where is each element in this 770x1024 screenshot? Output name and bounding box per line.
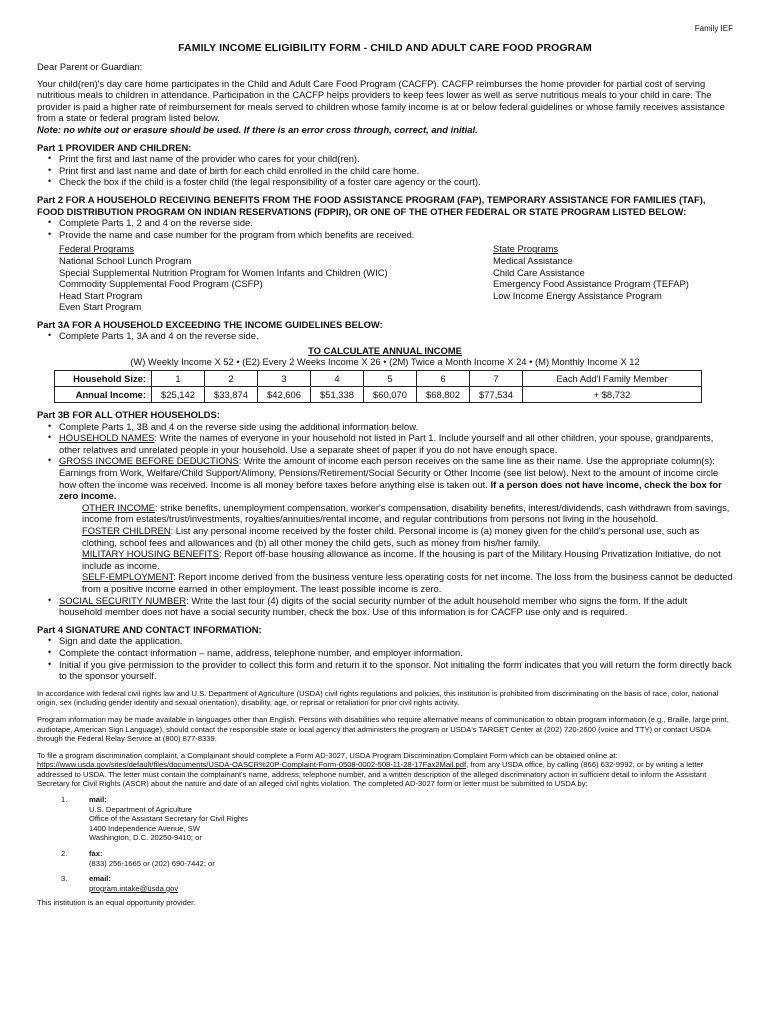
table-cell: 2 (205, 371, 258, 387)
household-size-label: Household Size: (55, 371, 152, 387)
program-item: Commodity Supplemental Food Program (CSFP) (59, 278, 263, 290)
form-instructions-page (37, 22, 733, 908)
contact-number: 3. (61, 874, 68, 884)
list-item: • Complete Parts 1, 3B and 4 on the reverse side using the additional information below. (59, 421, 733, 433)
program-item: National School Lunch Program (59, 254, 192, 266)
foster-children-def (82, 525, 733, 548)
table-cell: $25,142 (152, 387, 205, 403)
contact-mail (37, 795, 733, 843)
part2-heading: Part 2 FOR A HOUSEHOLD RECEIVING BENEFITS FROM THE FOOD ASSISTANCE PROGRAM (FAP), TEMPORARY ASSISTANCE FOR FAMILIES (TAF), FOOD DISTRIBUTION PROGRAM ON INDIAN RESERVATIONS (FDPIR), OR ONE OF THE OTHER FEDERAL OR STATE PROGRAM LISTED BELOW: (37, 193, 706, 217)
page-title: FAMILY INCOME ELIGIBILITY FORM - CHILD AND ADULT CARE FOOD PROGRAM (178, 42, 592, 54)
table-cell: 3 (258, 371, 311, 387)
calc-heading: TO CALCULATE ANNUAL INCOME (308, 345, 462, 357)
contact-number: 1. (61, 795, 68, 805)
contact-line: Office of the Assistant Secretary for Civil Rights (89, 814, 248, 824)
program-item: Even Start Program (59, 301, 142, 313)
ssn-label: SOCIAL SECURITY NUMBER (59, 594, 187, 606)
military-housing-def (82, 548, 733, 571)
self-employment-label: SELF-EMPLOYMENT (82, 571, 174, 583)
table-cell: $33,874 (205, 387, 258, 403)
list-item: • Provide the name and case number for the program from which benefits are received. (59, 229, 733, 241)
military-housing-text: : Report off-base housing allowance as income. If the housing is part of the Military Housing Privatization Initiative, do not include as income. (82, 548, 721, 571)
gross-income-text: : Write the amount of income each person receives on the same line as their name. Use the appropriate column(s): Earnings from Work, Welfare/Child Support/Alimony, Pensions/Retirement/Social Security or Other Income (see list below). Next to the amount of income circle how often the income was received. Income is all money before taxes before anything else is taken out. (59, 455, 719, 490)
table-row (55, 387, 702, 403)
list-item: • Complete the contact information – name, address, telephone number, and employer information. (59, 647, 733, 659)
income-definitions (37, 502, 733, 595)
federal-programs (59, 243, 388, 313)
household-names-label: HOUSEHOLD NAMES (59, 432, 155, 444)
list-item: • Complete Parts 1, 2 and 4 on the reverse side. (59, 217, 733, 229)
table-cell: $51,338 (311, 387, 364, 403)
program-item: Special Supplemental Nutrition Program for Women Infants and Children (WIC) (59, 266, 388, 278)
part3b-ssn-list (37, 595, 733, 618)
list-item: • Initial if you give permission to the provider to collect this form and return it to the sponsor. Not initialing the form indicates that you will return the form directly back to the sponsor yourself. (59, 659, 733, 682)
table-cell: $77,534 (470, 387, 523, 403)
part2-list (37, 217, 733, 240)
part3b-heading: Part 3B FOR ALL OTHER HOUSEHOLDS: (37, 409, 220, 421)
list-item (59, 432, 733, 455)
table-cell: Each Add'l Family Member (523, 371, 702, 387)
gross-income-label: GROSS INCOME BEFORE DEDUCTIONS (59, 455, 239, 467)
household-names-text: : Write the names of everyone in your household not listed in Part 1. Include yourself and all other children, your spouse, grandparents, other relatives and unrelated people in your household. Use a separate sheet of paper if you do not have enough space. (59, 432, 714, 455)
salutation: Dear Parent or Guardian: (37, 61, 143, 72)
list-item: • Print the first and last name of the provider who cares for your child(ren). (59, 153, 733, 165)
nondiscrimination-para-2: Program information may be made available in languages other than English. Persons with disabilities who require alternative means of communication to obtain program information (e.g., Braille, large print, audiotape, American Sign Language), should contact the responsible state or local agency that administers the program or USDA's TARGET Center at (202) 720-2600 (voice and TTY) or contact USDA through the Federal Relay Service at (800) 877-8339. (37, 714, 729, 744)
list-item (59, 455, 733, 501)
program-item: Head Start Program (59, 289, 143, 301)
other-income-def (82, 502, 733, 525)
income-guidelines-table (54, 370, 702, 403)
list-item: • Complete Parts 1, 3A and 4 on the reverse side. (59, 330, 733, 342)
state-programs-heading: State Programs (493, 243, 559, 255)
table-cell: 7 (470, 371, 523, 387)
part3a-heading: Part 3A FOR A HOUSEHOLD EXCEEDING THE INCOME GUIDELINES BELOW: (37, 318, 383, 330)
note-text: Note: no white out or erasure should be used. If there is an error cross through, correct, and initial. (37, 123, 478, 135)
table-cell: 1 (152, 371, 205, 387)
contact-line: Washington, D.C. 20250-9410; or (89, 833, 202, 843)
part3a-list (37, 330, 733, 342)
program-item: Child Care Assistance (493, 266, 585, 278)
ssn-text: : Write the last four (4) digits of the social security number of the adult household member who signs the form. If the adult household member does not have a social security number, check the box. Use of this information is for CACFP use only and is required. (59, 594, 688, 618)
form-code: Family IEF (694, 24, 733, 33)
program-item: Low Income Energy Assistance Program (493, 289, 662, 301)
foster-children-text: : List any personal income received by the foster child. Personal income is (a) money given for the child's personal use, such as clothing, school fees and allowances and (b) all other money the child gets, such as money from his/her family. (82, 525, 700, 548)
gross-income-bold: If a person does not have income, check the box for zero income. (59, 478, 722, 502)
list-item: • Print first and last name and date of birth for each child enrolled in the child care home. (59, 165, 733, 177)
list-item: • Sign and date the application. (59, 635, 733, 647)
state-programs (493, 243, 733, 313)
program-item: Medical Assistance (493, 254, 573, 266)
contact-line: (833) 256-1665 or (202) 690-7442; or (89, 858, 215, 868)
contact-label: email: (89, 874, 111, 884)
nondiscrimination-para-1: In accordance with federal civil rights law and U.S. Department of Agriculture (USDA) civil rights regulations and policies, this institution is prohibited from discriminating on the basis of race, color, national origin, sex (including gender identity and sexual orientation), disability, age, or reprisal or retaliation for prior civil rights activity. (37, 688, 719, 708)
complaint-text-a: To file a program discrimination complaint, a Complainant should complete a Form AD-3027, USDA Program Discrimination Complaint Form which can be obtained online at: (37, 750, 618, 760)
part1-heading: Part 1 PROVIDER AND CHILDREN: (37, 141, 192, 153)
contact-fax (37, 849, 733, 868)
part4-list (37, 635, 733, 681)
federal-programs-heading: Federal Programs (59, 243, 135, 255)
contact-email (37, 874, 733, 893)
email-link[interactable]: program.intake@usda.gov (89, 883, 179, 893)
annual-income-label: Annual Income: (55, 387, 152, 403)
contact-line: 1400 Independence Avenue, SW (89, 823, 200, 833)
contact-label: mail: (89, 795, 107, 805)
table-cell: 5 (364, 371, 417, 387)
contact-line: U.S. Department of Agriculture (89, 804, 192, 814)
program-item: Emergency Food Assistance Program (TEFAP) (493, 278, 689, 290)
part4-heading: Part 4 SIGNATURE AND CONTACT INFORMATION: (37, 623, 262, 635)
table-cell: $68,802 (417, 387, 470, 403)
part1-list (37, 153, 733, 188)
list-item (59, 595, 733, 618)
other-income-label: OTHER INCOME (82, 501, 155, 513)
closing-statement: This institution is an equal opportunity provider. (37, 898, 196, 908)
table-cell: 6 (417, 371, 470, 387)
table-cell: + $8,732 (523, 387, 702, 403)
list-item: • Check the box if the child is a foster child (the legal responsibility of a foster care agency or the court). (59, 176, 733, 188)
program-lists (37, 243, 733, 313)
part3b-list (37, 421, 733, 502)
military-housing-label: MILITARY HOUSING BENEFITS (82, 548, 220, 560)
contact-label: fax: (89, 849, 103, 859)
self-employment-text: : Report income derived from the business venture less operating costs for net income. The loss from the business cannot be deducted from a positive income earned in other employment. The least possible income is zero. (82, 571, 733, 594)
self-employment-def (82, 571, 733, 594)
complaint-form-link[interactable]: https://www.usda.gov/sites/default/files/documents/USDA-OASCR%20P-Complaint-Form-0508-0002-508-11-28-17Fax2Mail.pdf (37, 760, 467, 770)
intro-paragraph: Your child(ren)'s day care home participates in the Child and Adult Care Food Program (CACFP). CACFP reimburses the home provider for partial cost of serving nutritious meals to children in attendance. Participation in the CACFP helps providers to keep fees lower as well as serve nutritious meals to your child in care. The provider is paid a higher rate of reimbursement for meals served to children whose family income is at or below federal guidelines or whose family receives assistance from a state or federal program listed below. (37, 77, 725, 124)
foster-children-label: FOSTER CHILDREN (82, 525, 171, 536)
table-row (55, 371, 702, 387)
table-cell: 4 (311, 371, 364, 387)
table-cell: $60,070 (364, 387, 417, 403)
calc-formula: (W) Weekly Income X 52 • (E2) Every 2 Weeks Income X 26 • (2M) Twice a Month Income X 24 • (M) Monthly Income X 12 (130, 356, 640, 368)
other-income-text: : strike benefits, unemployment compensation, worker's compensation, disability benefits, interest/dividends, cash withdrawn from savings, income from estates/trust/investments, royalties/annuities/rental income, and regular contributions from persons not living in the household. (82, 501, 730, 525)
table-cell: $42,606 (258, 387, 311, 403)
contact-number: 2. (61, 849, 68, 859)
nondiscrimination-para-3 (37, 751, 733, 789)
complaint-text-b: , from any USDA office, by calling (866) 632-9992, or by writing a letter addressed to USDA. The letter must contain the complainant's name, address, telephone number, and a written description of the alleged discriminatory action in sufficient detail to inform the Assistant Secretary for Civil Rights (ASCR) about the nature and date of an alleged civil rights violation. The completed AD-3027 form or letter must be submitted to USDA by: (37, 760, 707, 789)
